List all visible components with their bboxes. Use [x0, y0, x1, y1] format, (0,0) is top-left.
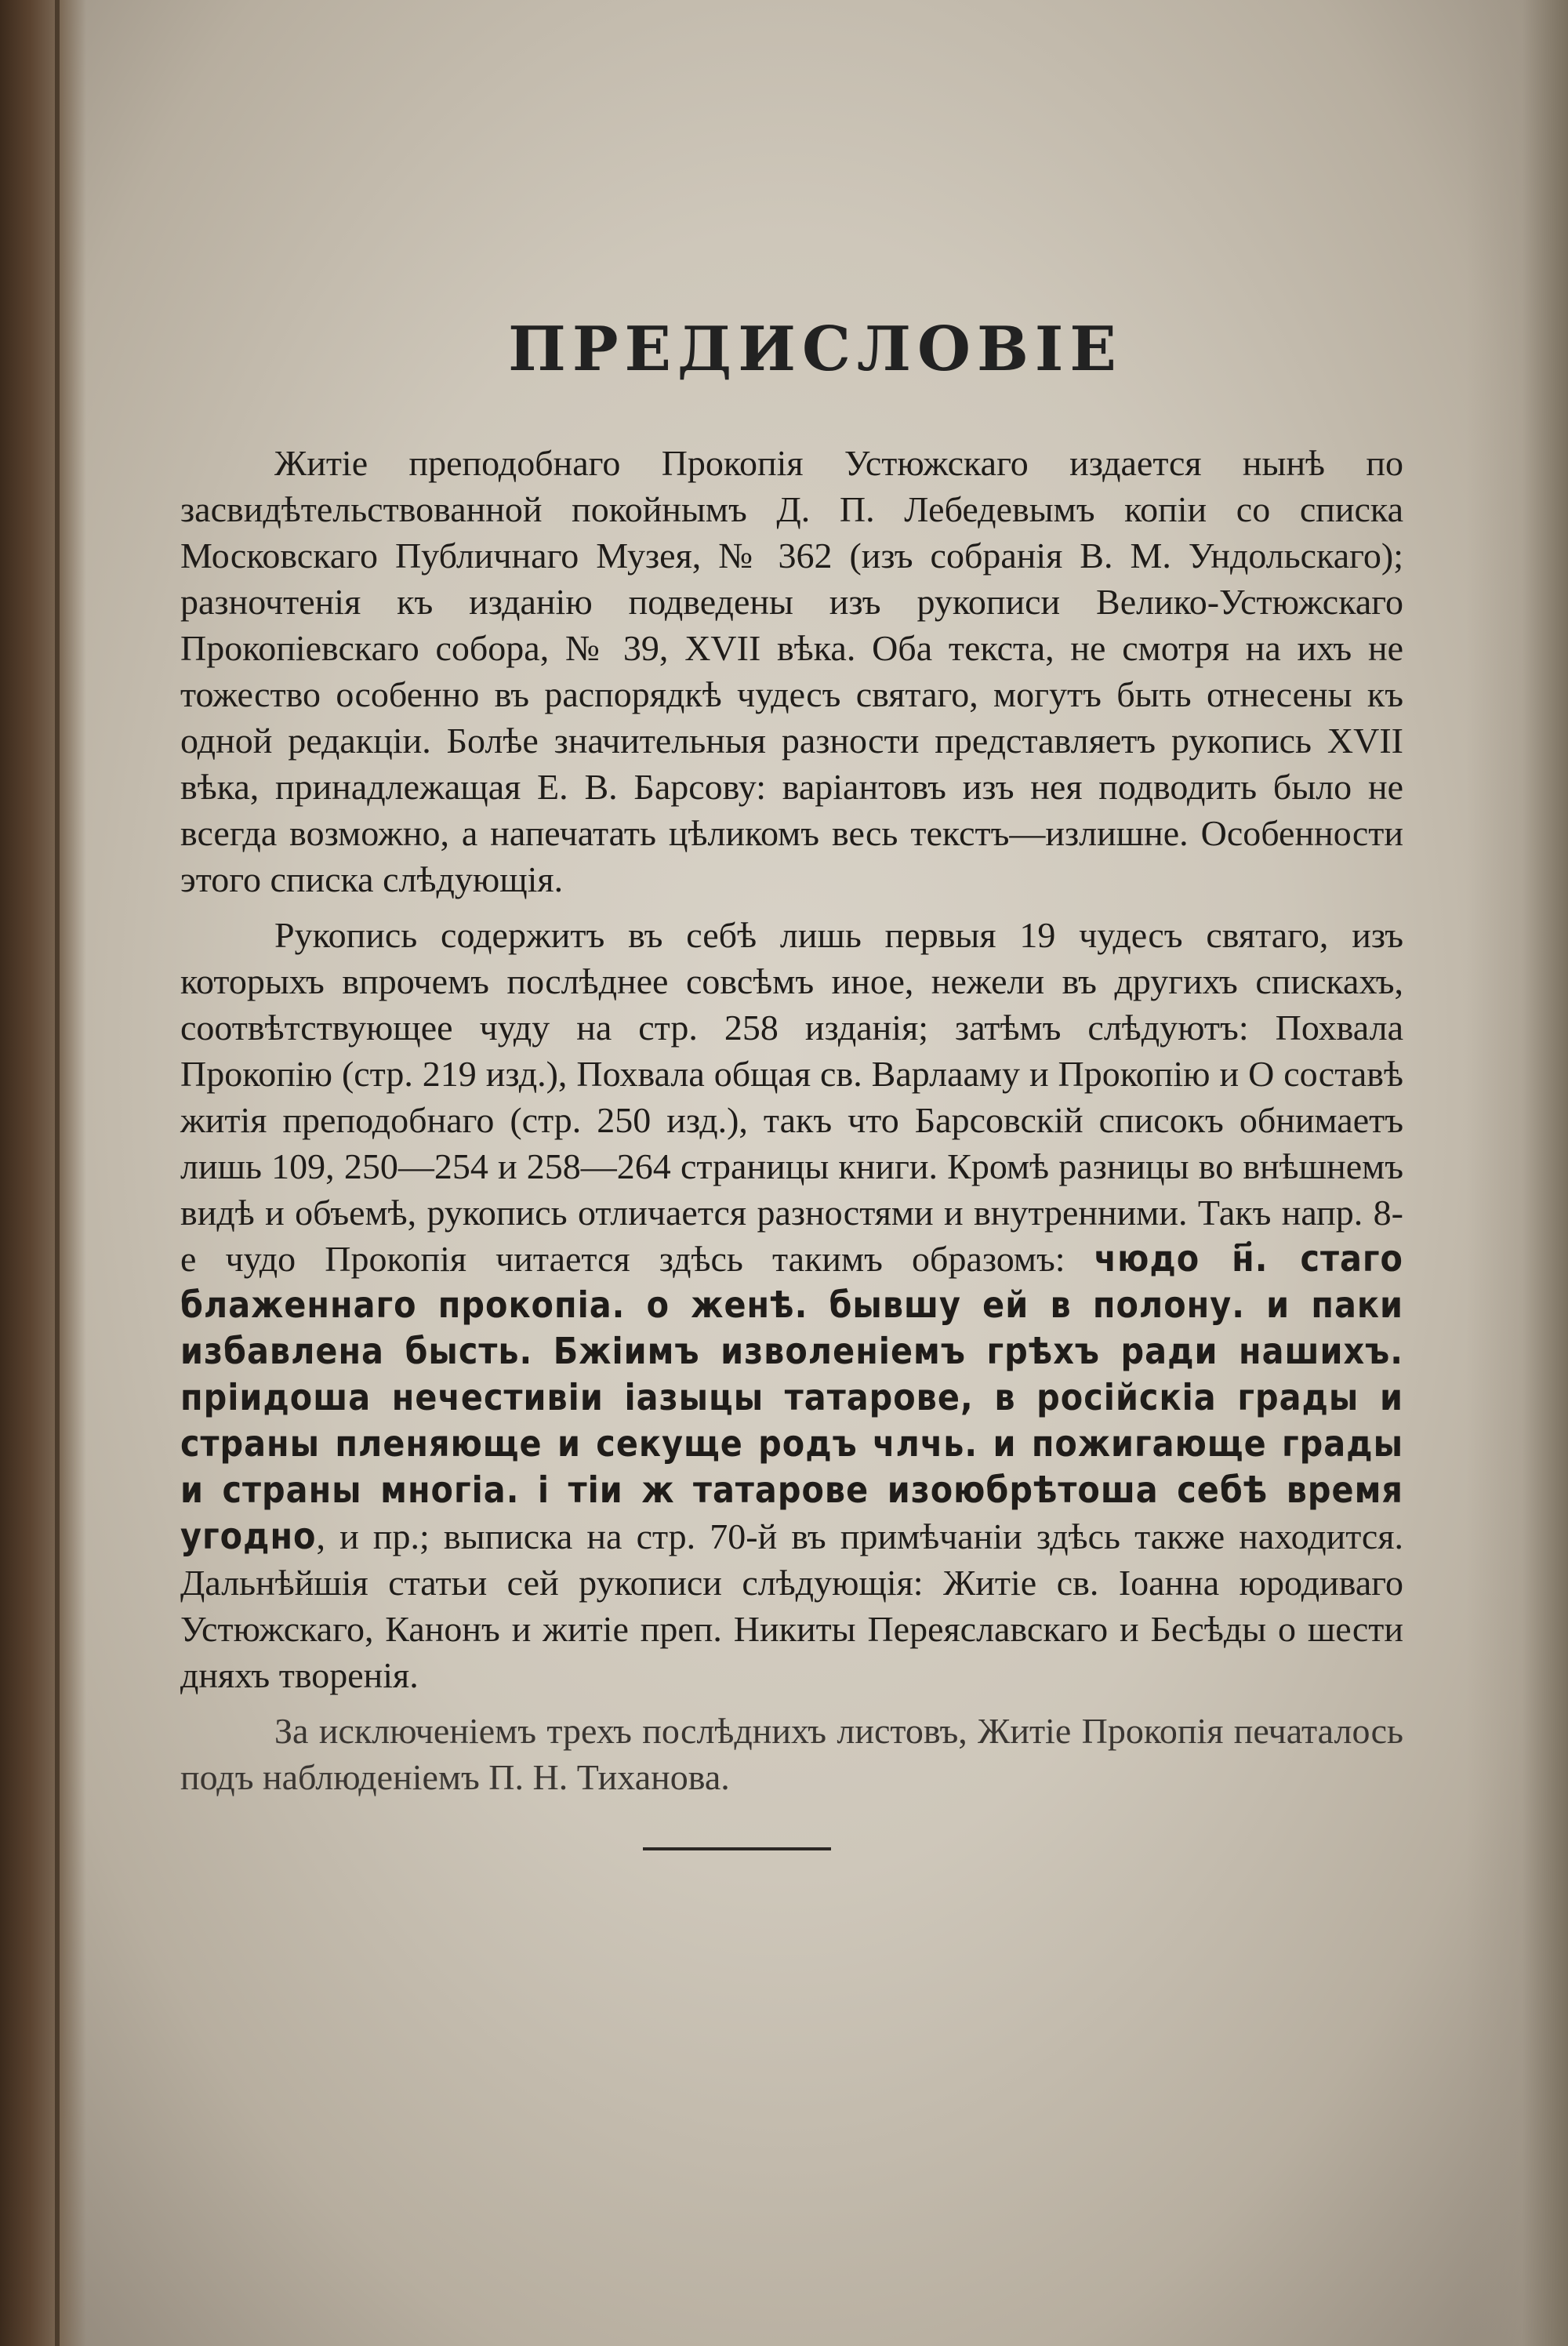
church-slavonic-quote: чюдо н҃. стаго блаженнаго прокопіа. о женѣ. бывшу ей в полону. и паки избавлена бысть. Бжіимъ изволеніемъ грѣхъ ради нашихъ. пріидоша нечестивіи іазыцы татарове, в російскіа грады и страны пленяюще и секуще родъ члчь. и пожигающе грады и страны многіа. і тіи ж татарове изоюбрѣтоша себѣ время угодно — [180, 1237, 1403, 1557]
book-page — [180, 314, 1403, 1850]
page-title: ПРЕДИСЛОВІЕ — [508, 314, 1123, 385]
paragraph-2-text-before: Рукопись содержитъ въ себѣ лишь первыя 19 чудесъ святаго, изъ которыхъ впрочемъ послѣднее совсѣмъ иное, нежели въ другихъ спискахъ, соотвѣтствующее чуду на стр. 258 изданія; затѣмъ слѣдуютъ: Похвала Прокопію (стр. 219 изд.), Похвала общая св. Варлааму и Прокопію и О составѣ житія преподобнаго (стр. 250 изд.), такъ что Барсовскій списокъ обнимаетъ лишь 109, 250—254 и 258—264 страницы книги. Кромѣ разницы во внѣшнемъ видѣ и объемѣ, рукопись отличается разностями и внутренними. Такъ напр. 8-е чудо Прокопія читается здѣсь такимъ образомъ: — [180, 915, 1403, 1279]
paragraph-1 — [180, 440, 1403, 902]
closing-rule — [643, 1847, 831, 1850]
paragraph-3-text: За исключеніемъ трехъ послѣднихъ листовъ, Житіе Прокопія печаталось подъ наблюденіемъ П. Н. Тиханова. — [180, 1711, 1403, 1797]
book-spine-edge — [0, 0, 86, 2346]
paragraph-2 — [180, 912, 1403, 1698]
paragraph-3 — [180, 1708, 1403, 1800]
page-curve-shadow — [1466, 0, 1568, 2346]
paragraph-1-text: Житіе преподобнаго Прокопія Устюжскаго издается нынѣ по засвидѣтельствованной покойнымъ Д. П. Лебедевымъ копіи со списка Московскаго Публичнаго Музея, № 362 (изъ собранія В. М. Ундольскаго); разночтенія къ изданію подведены изъ рукописи Велико-Устюжскаго Прокопіевскаго собора, № 39, XVII вѣка. Оба текста, не смотря на ихъ не тожество особенно въ распорядкѣ чудесъ святаго, могутъ быть отнесены къ одной редакціи. Болѣе значительныя разности представляетъ рукопись XVII вѣка, принадлежащая Е. В. Барсову: варіантовъ изъ нея подводить было не всегда возможно, а напечатать цѣликомъ весь текстъ—излишне. Особенности этого списка слѣдующія. — [180, 443, 1403, 899]
paragraph-2-text-after: , и пр.; выписка на стр. 70-й въ примѣчаніи здѣсь также находится. Дальнѣйшія статьи сей рукописи слѣдующія: Житіе св. Іоанна юродиваго Устюжскаго, Канонъ и житіе преп. Никиты Переяславскаго и Бесѣды о шести дняхъ творенія. — [180, 1516, 1403, 1695]
